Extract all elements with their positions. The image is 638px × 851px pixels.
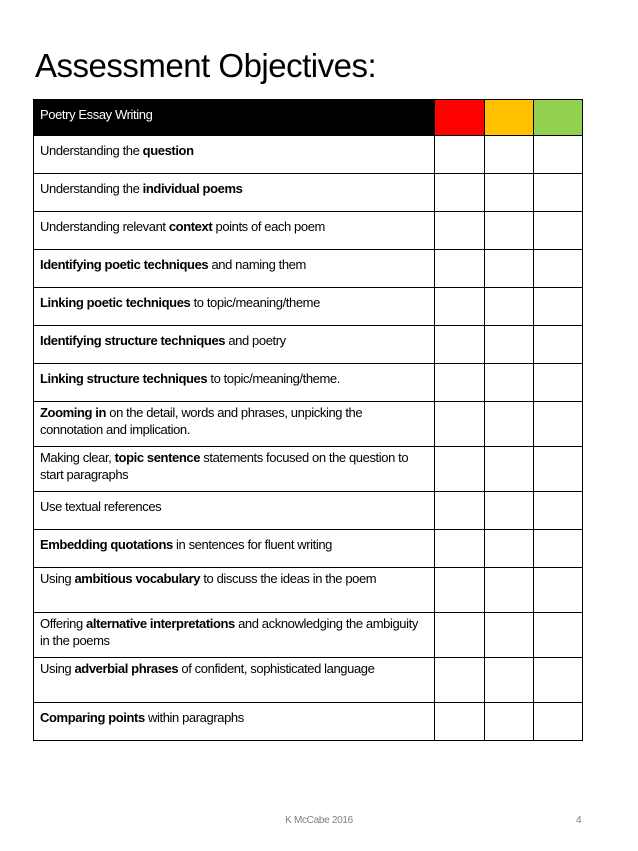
red-rating-cell[interactable] [435, 136, 485, 174]
table-row [34, 530, 583, 568]
amber-rating-cell[interactable] [485, 613, 534, 658]
amber-rating-cell[interactable] [485, 326, 534, 364]
red-rating-cell[interactable] [435, 402, 485, 447]
red-rating-cell[interactable] [435, 174, 485, 212]
criterion-cell [34, 174, 435, 212]
green-rating-cell[interactable] [534, 326, 583, 364]
criterion-text: Use textual references [40, 499, 162, 514]
table-row [34, 136, 583, 174]
table-row [34, 250, 583, 288]
table-row [34, 492, 583, 530]
amber-rating-cell[interactable] [485, 250, 534, 288]
criterion-text: Using [40, 661, 75, 676]
red-rating-cell[interactable] [435, 568, 485, 613]
criterion-key-term: Zooming in [40, 405, 107, 420]
amber-rating-cell[interactable] [485, 288, 534, 326]
criterion-text: Offering [40, 616, 87, 631]
criterion-text: to topic/meaning/theme [190, 295, 320, 310]
criterion-cell [34, 250, 435, 288]
amber-rating-cell[interactable] [485, 402, 534, 447]
criterion-key-term: question [142, 143, 194, 158]
criterion-cell [34, 447, 435, 492]
criterion-key-term: Linking poetic techniques [40, 295, 191, 310]
red-rating-cell[interactable] [435, 326, 485, 364]
footer-page-number: 4 [576, 815, 582, 826]
table-row [34, 364, 583, 402]
criterion-text: and poetry [225, 333, 286, 348]
criterion-key-term: Comparing points [40, 710, 145, 725]
amber-rating-cell[interactable] [485, 703, 534, 741]
criterion-cell [34, 364, 435, 402]
criterion-text: Understanding the [40, 143, 143, 158]
criterion-key-term: individual poems [142, 181, 243, 196]
green-rating-cell[interactable] [534, 212, 583, 250]
table-row [34, 703, 583, 741]
amber-rating-cell[interactable] [485, 364, 534, 402]
green-rating-cell[interactable] [534, 364, 583, 402]
criterion-cell [34, 326, 435, 364]
table-row [34, 288, 583, 326]
criterion-text: in sentences for fluent writing [172, 537, 333, 552]
criterion-text: Understanding relevant [40, 219, 169, 234]
red-rating-cell[interactable] [435, 658, 485, 703]
table-row [34, 326, 583, 364]
amber-rating-cell[interactable] [485, 212, 534, 250]
table-row [34, 568, 583, 613]
amber-rating-cell[interactable] [485, 492, 534, 530]
criterion-text: on the detail, words and phrases, unpicking the connotation and implication. [40, 405, 363, 437]
green-rating-cell[interactable] [534, 530, 583, 568]
red-rating-cell[interactable] [435, 364, 485, 402]
green-rating-cell[interactable] [534, 288, 583, 326]
red-rating-cell[interactable] [435, 250, 485, 288]
criterion-key-term: Linking structure techniques [40, 371, 208, 386]
green-rating-cell[interactable] [534, 402, 583, 447]
criterion-text: points of each poem [212, 219, 325, 234]
table-header-label: Poetry Essay Writing [34, 100, 435, 136]
green-rating-cell[interactable] [534, 250, 583, 288]
green-rating-cell[interactable] [534, 492, 583, 530]
red-rating-cell[interactable] [435, 447, 485, 492]
criterion-text: to topic/meaning/theme. [207, 371, 340, 386]
criterion-key-term: adverbial phrases [74, 661, 179, 676]
criterion-text: to discuss the ideas in the poem [200, 571, 377, 586]
footer-author: K McCabe 2016 [285, 815, 353, 826]
criterion-cell [34, 288, 435, 326]
criterion-cell [34, 568, 435, 613]
amber-rating-cell[interactable] [485, 447, 534, 492]
amber-rating-cell[interactable] [485, 136, 534, 174]
criterion-text: within paragraphs [144, 710, 244, 725]
green-rating-cell[interactable] [534, 703, 583, 741]
green-rating-cell[interactable] [534, 568, 583, 613]
amber-rating-header [485, 100, 534, 136]
assessment-objectives-table [33, 99, 583, 741]
red-rating-cell[interactable] [435, 703, 485, 741]
criterion-key-term: Embedding quotations [40, 537, 173, 552]
criterion-key-term: context [168, 219, 213, 234]
criterion-text: statements focused on the question to start paragraphs [40, 450, 409, 482]
criterion-key-term: Identifying structure techniques [40, 333, 226, 348]
criterion-cell [34, 613, 435, 658]
criterion-text: of confident, sophisticated language [178, 661, 375, 676]
red-rating-cell[interactable] [435, 492, 485, 530]
criterion-cell [34, 402, 435, 447]
criterion-text: and acknowledging the ambiguity in the poems [40, 616, 418, 648]
green-rating-cell[interactable] [534, 658, 583, 703]
green-rating-cell[interactable] [534, 613, 583, 658]
criterion-key-term: ambitious vocabulary [74, 571, 201, 586]
criterion-text: Making clear, [40, 450, 115, 465]
table-row [34, 212, 583, 250]
amber-rating-cell[interactable] [485, 530, 534, 568]
criterion-key-term: alternative interpretations [86, 616, 235, 631]
table-row [34, 402, 583, 447]
table-row [34, 613, 583, 658]
red-rating-cell[interactable] [435, 530, 485, 568]
amber-rating-cell[interactable] [485, 658, 534, 703]
red-rating-cell[interactable] [435, 288, 485, 326]
criterion-key-term: Identifying poetic techniques [40, 257, 209, 272]
green-rating-cell[interactable] [534, 447, 583, 492]
criterion-cell [34, 658, 435, 703]
red-rating-cell[interactable] [435, 613, 485, 658]
criterion-text: Using [40, 571, 75, 586]
criterion-cell [34, 136, 435, 174]
green-rating-cell[interactable] [534, 136, 583, 174]
criterion-cell [34, 530, 435, 568]
table-header-row [34, 100, 583, 136]
amber-rating-cell[interactable] [485, 568, 534, 613]
objectives-table-body [34, 100, 583, 741]
criterion-cell [34, 703, 435, 741]
criterion-text: Understanding the [40, 181, 143, 196]
criterion-text: and naming them [208, 257, 306, 272]
green-rating-header [534, 100, 583, 136]
page-title: Assessment Objectives: [35, 47, 377, 85]
table-row [34, 658, 583, 703]
red-rating-cell[interactable] [435, 212, 485, 250]
criterion-cell [34, 212, 435, 250]
criterion-key-term: topic sentence [114, 450, 201, 465]
table-row [34, 447, 583, 492]
criterion-cell [34, 492, 435, 530]
amber-rating-cell[interactable] [485, 174, 534, 212]
red-rating-header [435, 100, 485, 136]
green-rating-cell[interactable] [534, 174, 583, 212]
table-row [34, 174, 583, 212]
